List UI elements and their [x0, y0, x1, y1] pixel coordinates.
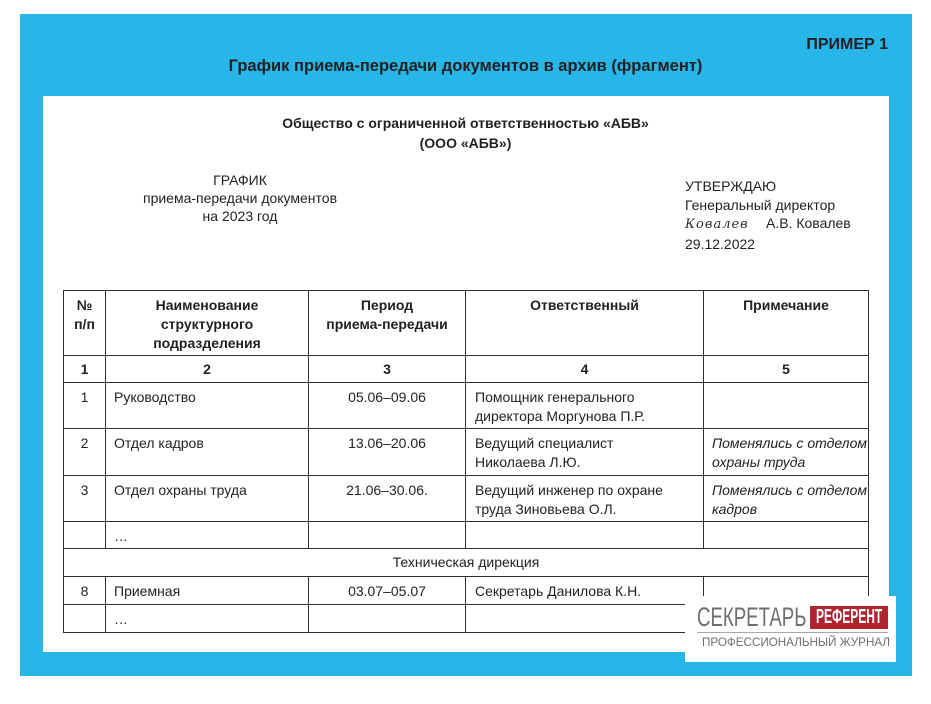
column-number-cell: 4: [466, 356, 704, 383]
table-row: [64, 383, 869, 429]
example-label: ПРИМЕР 1: [806, 36, 888, 53]
signature-line: [685, 214, 851, 235]
table-row: [64, 522, 869, 549]
unit-cell: Отдел кадров: [106, 429, 309, 476]
section-title-cell: Техническая дирекция: [64, 549, 869, 577]
figure-title: График приема-передачи документов в архив (фрагмент): [228, 57, 703, 75]
row-number-cell: 8: [64, 577, 106, 605]
header-cell-period: Период приема-передачи: [309, 291, 466, 356]
responsible-cell: [466, 522, 704, 549]
row-number-cell: [64, 522, 106, 549]
unit-cell: …: [106, 522, 309, 549]
column-number-cell: 3: [309, 356, 466, 383]
schedule-table: [63, 290, 869, 633]
column-number-row: [64, 356, 869, 383]
organization-short-name: (ООО «АБВ»): [419, 135, 512, 151]
period-cell: 03.07–05.07: [309, 577, 466, 605]
table-row: [64, 429, 869, 476]
row-number-cell: 2: [64, 429, 106, 476]
logo-tagline: ПРОФЕССИОНАЛЬНЫЙ ЖУРНАЛ: [702, 635, 891, 649]
schedule-heading: ГРАФИК: [213, 172, 267, 188]
schedule-heading-block: [100, 171, 380, 225]
period-cell: 05.06–09.06: [309, 383, 466, 429]
period-cell: [309, 522, 466, 549]
logo-red-box: [810, 606, 888, 629]
table-row: [64, 476, 869, 522]
approval-label: УТВЕРЖДАЮ: [685, 178, 777, 194]
column-number-cell: 1: [64, 356, 106, 383]
note-cell: Поменялись с отделом охраны труда: [704, 429, 869, 476]
approver-name: А.В. Ковалев: [766, 215, 851, 231]
header-cell-unit: Наименование структурного подразделения: [106, 291, 309, 356]
header-cell-number: № п/п: [64, 291, 106, 356]
schedule-subtitle: приема-передачи документов: [142, 190, 338, 206]
row-number-cell: 1: [64, 383, 106, 429]
period-cell: 21.06–30.06.: [309, 476, 466, 522]
schedule-year: на 2023 год: [202, 208, 278, 224]
note-cell: Поменялись с отделом кадров: [704, 476, 869, 522]
handwritten-signature: Ковалев: [685, 217, 749, 232]
journal-logo: [685, 596, 896, 662]
responsible-cell: Помощник генерального директора Моргунова П.Р.: [466, 383, 704, 429]
responsible-cell: Ведущий инженер по охране труда Зиновьева О.Л.: [466, 476, 704, 522]
column-number-cell: 5: [704, 356, 869, 383]
note-cell: [704, 383, 869, 429]
unit-cell: …: [106, 605, 309, 633]
period-cell: [309, 605, 466, 633]
logo-word-referent: РЕФЕРЕНТ: [816, 606, 883, 628]
logo-word-secretary: СЕКРЕТАРЬ: [697, 602, 807, 632]
table-header-row: [64, 291, 869, 356]
approval-block: [685, 177, 851, 253]
responsible-cell: Секретарь Данилова К.Н.: [466, 577, 704, 605]
responsible-cell: [466, 605, 704, 633]
row-number-cell: [64, 605, 106, 633]
unit-cell: Руководство: [106, 383, 309, 429]
header-cell-note: Примечание: [704, 291, 869, 356]
organization-name: Общество с ограниченной ответственностью «АБВ»: [282, 115, 649, 131]
row-number-cell: 3: [64, 476, 106, 522]
approval-date: 29.12.2022: [685, 235, 756, 252]
unit-cell: Приемная: [106, 577, 309, 605]
period-cell: 13.06–20.06: [309, 429, 466, 476]
note-cell: [704, 522, 869, 549]
responsible-cell: Ведущий специалист Николаева Л.Ю.: [466, 429, 704, 476]
section-row: [64, 549, 869, 577]
unit-cell: Отдел охраны труда: [106, 476, 309, 522]
approver-position: Генеральный директор: [685, 196, 836, 213]
logo-divider: [697, 632, 888, 633]
header-cell-responsible: Ответственный: [466, 291, 704, 356]
column-number-cell: 2: [106, 356, 309, 383]
